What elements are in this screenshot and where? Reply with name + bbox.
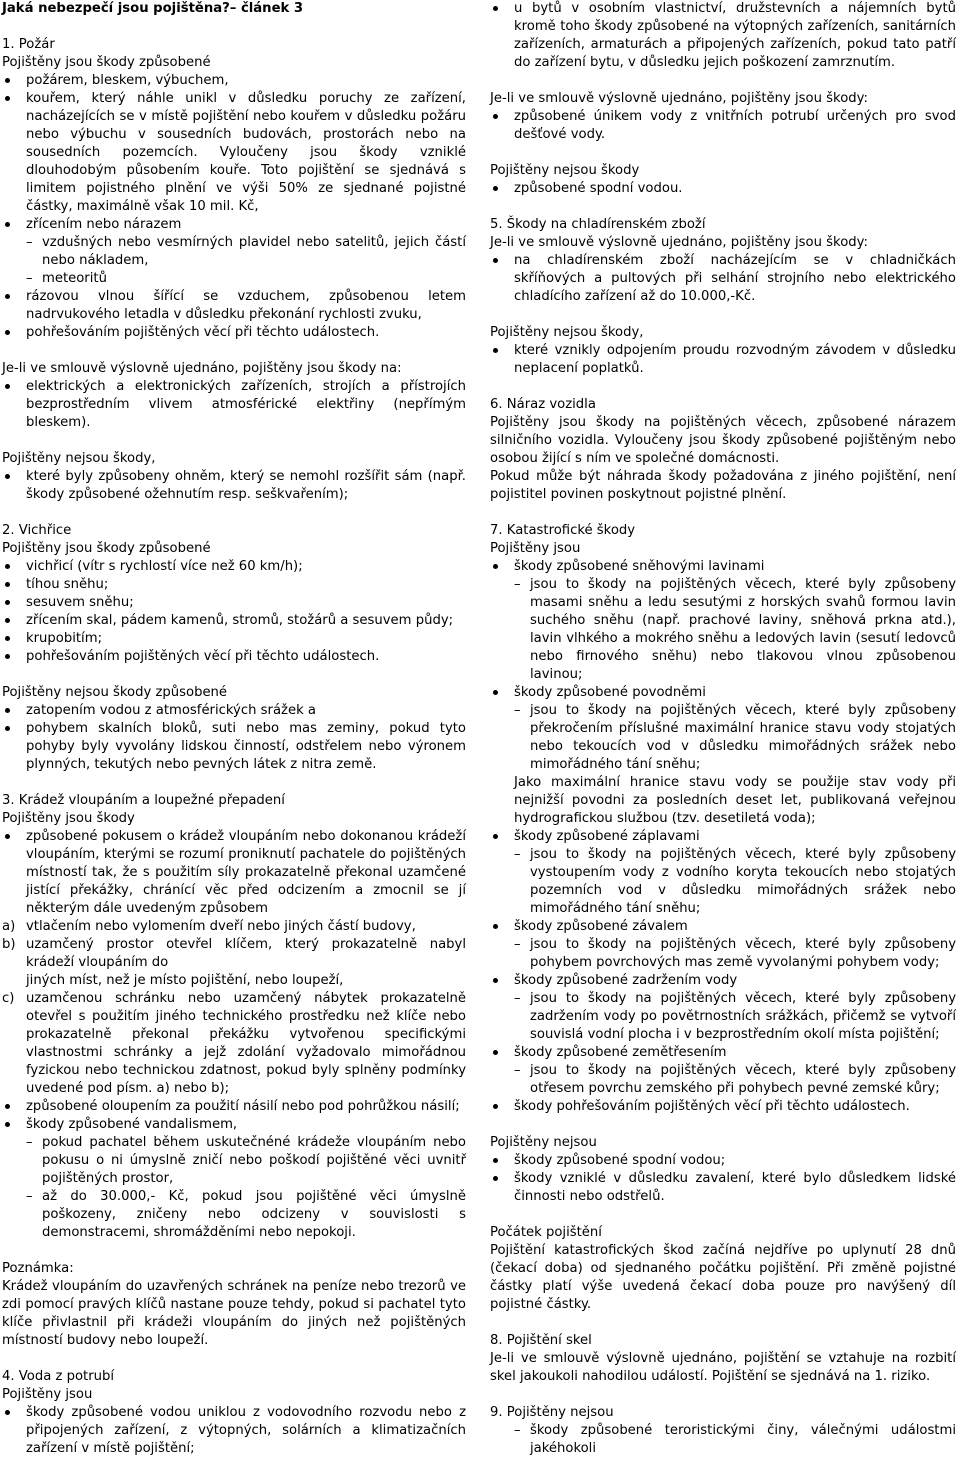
dash-marker: – <box>514 577 521 592</box>
left-column <box>2 0 466 1458</box>
bullet-item: zřícením skal, pádem kamenů, stromů, stožárů a sesuvem půdy; <box>2 612 466 630</box>
spacer <box>2 342 466 360</box>
dash-item <box>490 1062 956 1098</box>
bullet-item: škody způsobené zemětřesením <box>490 1044 956 1062</box>
bullet-item: škody pohřešováním pojištěných věcí při těchto událostech. <box>490 1098 956 1116</box>
section-heading: 5. Škody na chladírenském zboží <box>490 217 706 232</box>
dash-item <box>490 990 956 1044</box>
item-letter: c) <box>2 991 15 1006</box>
bullet-item: zatopením vodou z atmosférických srážek a <box>2 702 466 720</box>
paragraph: Pojištěny nejsou <box>490 1135 597 1150</box>
bullet-item: škody vzniklé v důsledku zavalení, které bylo důsledkem lidské činnosti nebo odstřelů. <box>490 1170 956 1206</box>
lettered-item <box>2 918 466 936</box>
spacer <box>2 504 466 522</box>
lettered-item <box>2 936 466 972</box>
paragraph: Pojištěny jsou škody <box>2 811 135 826</box>
spacer <box>2 18 466 36</box>
section-heading: 7. Katastrofické škody <box>490 523 636 538</box>
dash-item-text: meteoritů <box>42 271 107 286</box>
bullet-item: které byly způsobeny ohněm, který se nemohl rozšířit sám (např. škody způsobené ožehnutím resp. seškvařením); <box>2 468 466 504</box>
indented-text: jiných míst, než je místo pojištění, nebo loupeží, <box>26 973 344 988</box>
bullet-item: způsobené oloupením za použití násilí nebo pod pohrůžkou násilí; <box>2 1098 466 1116</box>
bullet-item: škody způsobené sněhovými lavinami <box>490 558 956 576</box>
spacer <box>490 72 956 90</box>
section-heading: 2. Vichřice <box>2 523 72 538</box>
dash-item-text: jsou to škody na pojištěných věcech, které byly způsobeny pohybem povrchových mas země vyvolanými pohybem vody; <box>530 937 956 970</box>
bullet-item: škody způsobené spodní vodou; <box>490 1152 956 1170</box>
dash-item <box>490 846 956 918</box>
bullet-item: škody způsobené záplavami <box>490 828 956 846</box>
bullet-item: škody způsobené vandalismem, <box>2 1116 466 1134</box>
spacer <box>2 1350 466 1368</box>
dash-item-text: jsou to škody na pojištěných věcech, které byly způsobeny překročením příslušné maximální hranice stavu vody stojatých nebo tekoucích vod v důsledku mimořádných srážek nebo mimořádného tání sněhu; <box>530 703 956 772</box>
dash-item-text: až do 30.000,- Kč, pokud jsou pojištěné věci úmyslně poškozeny, zničeny nebo odcizeny v souvislosti s demonstracemi, shromážděními nebo nepokoji. <box>42 1189 466 1240</box>
section-heading: 6. Náraz vozidla <box>490 397 596 412</box>
dash-item <box>490 1422 956 1458</box>
section-heading: 3. Krádež vloupáním a loupežné přepadení <box>2 793 285 808</box>
lettered-item-text: uzamčenou schránku nebo uzamčený nábytek prokazatelně otevřel s použitím jiného technického prostředku než klíče nebo prokazatelně překonal překážku vytvořenou specifickými vlastnostmi schránky a jejž zdolání vyžadovalo mimořádnou fyzickou nebo technickou zdatnost, pokud byly splněny podmínky uvedené pod písm. a) nebo b); <box>26 991 466 1096</box>
dash-item <box>490 576 956 684</box>
bullet-item: vichřicí (vítr s rychlostí více než 60 km/h); <box>2 558 466 576</box>
bullet-item: kouřem, který náhle unikl v důsledku poruchy ze zařízení, nacházejících se v místě pojištění nebo kouřem v důsledku požáru nebo výbuchu v sousedních budovách, prostorách nebo na sousedních pozemcích. Vyloučeny jsou škody vzniklé dlouhodobým působením kouře. Toto pojištění se sjednává s limitem pojistného plnění ve výši 50% ze sjednané pojistné částky, maximálně však 10 mil. Kč, <box>2 90 466 216</box>
bullet-item: pohřešováním pojištěných věcí při těchto událostech. <box>2 324 466 342</box>
paragraph: Je-li ve smlouvě výslovně ujednáno, pojištěny jsou škody: <box>490 91 868 106</box>
bullet-item: pohřešováním pojištěných věcí při těchto událostech. <box>2 648 466 666</box>
bullet-item: krupobitím; <box>2 630 466 648</box>
bullet-item: škody způsobené zadržením vody <box>490 972 956 990</box>
dash-item-text: jsou to škody na pojištěných věcech, které byly způsobeny vystoupením vody z vodního koryta tekoucích nebo stojatých pozemních vod v důsledku mimořádných srážek nebo mimořádného tání sněhu; <box>530 847 956 916</box>
spacer <box>490 1116 956 1134</box>
dash-item <box>2 270 466 288</box>
dash-item <box>490 936 956 972</box>
spacer <box>2 666 466 684</box>
lettered-item-text: uzamčený prostor otevřel klíčem, který prokazatelně nabyl krádeží vloupáním do <box>26 937 466 970</box>
dash-item-text: jsou to škody na pojištěných věcech, které byly způsobeny otřesem povrchu zemského při pohybech pevné zemské kůry; <box>530 1063 956 1096</box>
lettered-item <box>2 990 466 1098</box>
paragraph: Poznámka: <box>2 1261 74 1276</box>
dash-marker: – <box>26 271 33 286</box>
section-heading: 8. Pojištění skel <box>490 1333 592 1348</box>
dash-marker: – <box>514 1063 521 1078</box>
spacer <box>490 378 956 396</box>
section-heading: 4. Voda z potrubí <box>2 1369 115 1384</box>
bullet-item: rázovou vlnou šířící se vzduchem, způsobenou letem nadrvukového letadla v důsledku překonání rychlosti zvuku, <box>2 288 466 324</box>
spacer <box>490 1386 956 1404</box>
paragraph: Pojištěny jsou <box>2 1387 93 1402</box>
spacer <box>490 504 956 522</box>
indented-text: Jako maximální hranice stavu vody se použije stav vody při nejnižší povodni za posledních deset let, publikovaná veřejnou hydrografickou službou (tzv. desetiletá voda); <box>514 775 956 826</box>
dash-marker: – <box>514 847 521 862</box>
bullet-item: škody způsobené závalem <box>490 918 956 936</box>
page-title: Jaká nebezpečí jsou pojištěna?– článek 3 <box>2 1 304 16</box>
dash-marker: – <box>26 1135 33 1150</box>
right-column <box>490 0 956 1458</box>
spacer <box>490 198 956 216</box>
dash-marker: – <box>514 991 521 1006</box>
bullet-item: škody způsobené vodou uniklou z vodovodního rozvodu nebo z připojených zařízení, z výtopných, solárních a klimatizačních zařízení v místě pojištění; <box>2 1404 466 1458</box>
spacer <box>490 1314 956 1332</box>
paragraph: Pojištěny jsou škody způsobené <box>2 55 211 70</box>
dash-marker: – <box>514 1423 521 1438</box>
bullet-item: způsobené spodní vodou. <box>490 180 956 198</box>
dash-item <box>490 702 956 774</box>
bullet-item: které vznikly odpojením proudu rozvodným závodem v důsledku neplacení poplatků. <box>490 342 956 378</box>
dash-marker: – <box>514 703 521 718</box>
section-heading: 9. Pojištěny nejsou <box>490 1405 614 1420</box>
paragraph: Pojištěny jsou škody způsobené <box>2 541 211 556</box>
spacer <box>490 144 956 162</box>
bullet-item: u bytů v osobním vlastnictví, družstevních a nájemních bytů kromě toho škody způsobené na výtopných zařízeních, sanitárních zařízeních, armaturách a připojených zařízeních, pokud tato patří do zařízení bytu, v důsledku jejich poškození zamrznutím. <box>490 0 956 72</box>
dash-item <box>2 1134 466 1188</box>
item-letter: b) <box>2 937 16 952</box>
bullet-item: pohybem skalních bloků, suti nebo mas zeminy, pokud tyto pohyby byly vyvolány lidskou činností, odstřelem nebo výronem plynných, tekutých nebo pevných látek z nitra země. <box>2 720 466 774</box>
dash-item <box>2 1188 466 1242</box>
bullet-item: sesuvem sněhu; <box>2 594 466 612</box>
paragraph: Pojištěny nejsou škody, <box>490 325 644 340</box>
spacer <box>2 774 466 792</box>
paragraph: Pojištěny nejsou škody, <box>2 451 156 466</box>
paragraph: Pojištěny nejsou škody způsobené <box>2 685 228 700</box>
bullet-item: na chladírenském zboží nacházejícím se v chladničkách skříňových a pultových při selhání strojního nebo elektrického chladícího zařízení až do 10.000,-Kč. <box>490 252 956 306</box>
bullet-item: způsobené únikem vody z vnitřních potrubí určených pro svod dešťové vody. <box>490 108 956 144</box>
paragraph: Je-li ve smlouvě výslovně ujednáno, pojištění se vztahuje na rozbití skel jakoukoli nahodilou událostí. Pojištění se sjednává na 1. riziko. <box>490 1351 956 1384</box>
item-letter: a) <box>2 919 16 934</box>
dash-item-text: jsou to škody na pojištěných věcech, které byly způsobeny zadržením vody po povětrnostních srážkách, přičemž se vytvoří souvislá vodní plocha i v bezprostředním okolí místa pojištění; <box>530 991 956 1042</box>
paragraph: Je-li ve smlouvě výslovně ujednáno, pojištěny jsou škody na: <box>2 361 402 376</box>
section-heading: 1. Požár <box>2 37 55 52</box>
dash-marker: – <box>26 235 33 250</box>
spacer <box>490 306 956 324</box>
spacer <box>2 432 466 450</box>
dash-item-text: vzdušných nebo vesmírných plavidel nebo satelitů, jejich částí nebo nákladem, <box>42 235 466 268</box>
dash-item-text: pokud pachatel během uskutečnéné krádeže vloupáním nebo pokusu o ni úmyslně zničí nebo poškodí pojištěné věci uvnitř pojištěných prostor, <box>42 1135 466 1186</box>
bullet-item: způsobené pokusem o krádež vloupáním nebo dokonanou krádeží vloupáním, kterými se rozumí proniknutí pachatele do pojištěných místností tak, že s použitím síly prokazatelně překonal uzamčené jistící překážky, chránící věc před odcizením a zmocnil se jí některým dále uvedeným způsobem <box>2 828 466 918</box>
spacer <box>2 1242 466 1260</box>
bullet-item: škody způsobené povodněmi <box>490 684 956 702</box>
paragraph: Pojištěny nejsou škody <box>490 163 640 178</box>
dash-item-text: jsou to škody na pojištěných věcech, které byly způsobeny masami sněhu a ledu sesutými z horských svahů formou lavin suchého sněhu (např. prachové laviny, sněhová prkna atd.), lavin vlhkého a mokrého sněhu a ledových lavin (sesutí ledovců nebo firnového sněhu) nebo tlakovou vlnou způsobenou lavinou; <box>530 577 956 682</box>
spacer <box>490 1206 956 1224</box>
paragraph: Pojištění katastrofických škod začíná nejdříve po uplynutí 28 dnů (čekací doba) od sjednaného počátku pojištění. Při změně pojistné částky platí výše uvedená čekací doba pouze pro navýšený díl pojistné částky. <box>490 1243 956 1312</box>
bullet-item: elektrických a elektronických zařízeních, strojích a přístrojích bezprostředním vlivem atmosférické elektřiny (nepřímým bleskem). <box>2 378 466 432</box>
bullet-item: zřícením nebo nárazem <box>2 216 466 234</box>
dash-item <box>2 234 466 270</box>
lettered-item-text: vtlačením nebo vylomením dveří nebo jiných částí budovy, <box>26 919 416 934</box>
section-heading: Počátek pojištění <box>490 1225 602 1240</box>
dash-item-text: škody způsobené teroristickými činy, válečnými událostmi jakéhokoli <box>530 1423 956 1456</box>
paragraph: Krádež vloupáním do uzavřených schránek na peníze nebo trezorů ve zdi pomocí pravých klíčů nastane pouze tehdy, pokud si pachatel tyto klíče přivlastnil při krádeži vloupáním do jiných než pojištěných místností budovy nebo loupeží. <box>2 1279 466 1348</box>
dash-marker: – <box>26 1189 33 1204</box>
paragraph: Pojištěny jsou <box>490 541 581 556</box>
paragraph: Pojištěny jsou škody na pojištěných věcech, způsobené nárazem silničního vozidla. Vyloučeny jsou škody způsobené pojištěným nebo osobou žijící s ním ve společné domácnosti. <box>490 415 956 466</box>
dash-marker: – <box>514 937 521 952</box>
paragraph: Je-li ve smlouvě výslovně ujednáno, pojištěny jsou škody: <box>490 235 868 250</box>
bullet-item: požárem, bleskem, výbuchem, <box>2 72 466 90</box>
bullet-item: tíhou sněhu; <box>2 576 466 594</box>
paragraph: Pokud může být náhrada škody požadována z jiného pojištění, není pojistitel povinen poskytnout pojistné plnění. <box>490 469 956 502</box>
